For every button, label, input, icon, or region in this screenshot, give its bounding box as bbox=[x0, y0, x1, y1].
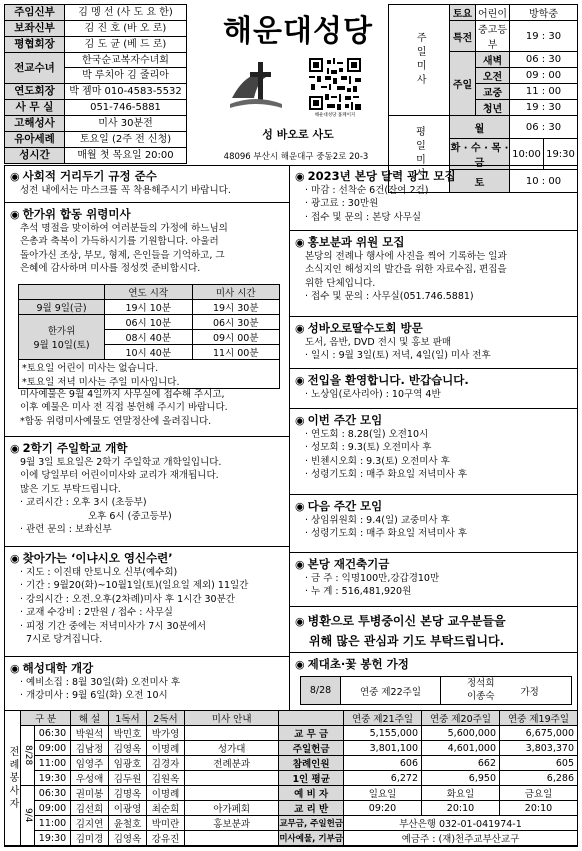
qr-caption: 해운대성당 홈페이지 bbox=[314, 113, 356, 118]
section-text: 오후 6시 (중고등부) bbox=[88, 510, 172, 522]
divider bbox=[289, 316, 578, 317]
section-text: · 연도회 : 8.28(일) 오전10시 bbox=[305, 429, 429, 440]
vol-cell: 임영주 bbox=[71, 756, 109, 771]
table-header bbox=[19, 285, 105, 300]
staff-label: 고해성사 bbox=[5, 116, 65, 132]
mass-time: 06 : 30 bbox=[510, 52, 578, 68]
notice-calendar-ad bbox=[295, 168, 456, 224]
section-text: · 기간 : 9월20(화)~10월1일(토)(일요일 제외) 11일간 bbox=[20, 580, 249, 592]
vol-cell: 김두원 bbox=[109, 771, 147, 786]
section-text: 9월 3일 토요일은 2학기 주일학교 개학일입니다. bbox=[20, 457, 222, 468]
section-text: 성전 내에서는 마스크를 꼭 착용해주시기 바랍니다. bbox=[20, 185, 231, 196]
mass-time: 09 : 00 bbox=[510, 68, 578, 84]
stat-label: 참례인원 bbox=[279, 756, 344, 771]
sunday-mass-label: 주일미사 bbox=[389, 5, 450, 116]
pre-day: 금요일 bbox=[500, 786, 578, 801]
notice-retreat bbox=[10, 550, 248, 647]
vol-cell: 권미봉 bbox=[71, 786, 109, 801]
table-header: 2독서 bbox=[147, 711, 185, 726]
notice-next-week bbox=[295, 498, 467, 541]
bullet-icon: ◉ bbox=[10, 442, 20, 455]
section-text: 소식지인 해성지의 발간을 위한 자료수집, 편집을 bbox=[305, 264, 507, 276]
vol-cell: 19:30 bbox=[35, 831, 71, 846]
stat-cell: 3,801,100 bbox=[344, 741, 422, 756]
section-title: 다음 주간 모임 bbox=[307, 499, 383, 513]
vol-cell: 최순희 bbox=[147, 801, 185, 816]
volunteer-side-label: 전례봉사자 bbox=[5, 711, 21, 846]
section-title: 위해 많은 관심과 기도 부탁드립니다. bbox=[309, 634, 505, 648]
schedule-date: 9월 9일(금) bbox=[19, 300, 105, 315]
schedule-cell: 10시 40분 bbox=[105, 345, 193, 360]
stat-cell: 606 bbox=[344, 756, 422, 771]
staff-label: 사 무 실 bbox=[5, 100, 65, 116]
schedule-note: *토요일 어린이 미사는 없습니다. bbox=[19, 360, 280, 375]
schedule-date-line: 9월 10일(토) bbox=[33, 340, 90, 351]
notice-prayer-request bbox=[295, 612, 506, 649]
section-text: 은혜에 감사하며 미사를 정성껏 준비합시다. bbox=[20, 263, 201, 275]
section-title: 홍보분과 위원 모집 bbox=[307, 235, 405, 249]
table-header: 연도 시작 bbox=[105, 285, 193, 300]
schedule-cell: 19시 10분 bbox=[105, 300, 193, 315]
section-title: 사회적 거리두기 규정 준수 bbox=[22, 169, 157, 183]
section-text: · 빈첸시오회 : 9.3(토) 오전미사 후 bbox=[305, 455, 450, 467]
section-title: 전입을 환영합니다. 반갑습니다. bbox=[307, 373, 469, 387]
schedule-date-line: 한가위 bbox=[47, 326, 76, 337]
vol-cell: 이명례 bbox=[147, 741, 185, 756]
stat-cell: 605 bbox=[500, 756, 578, 771]
table-header: 연중 제21주일 bbox=[344, 711, 422, 726]
volunteer-stats-table bbox=[4, 710, 578, 846]
notice-pauline-visit bbox=[295, 320, 491, 363]
schedule-cell: 06시 30분 bbox=[192, 315, 280, 330]
vol-cell: 임광호 bbox=[109, 756, 147, 771]
staff-table bbox=[4, 4, 187, 164]
vol-cell: 박민호 bbox=[109, 726, 147, 741]
church-logo-icon bbox=[228, 58, 284, 114]
bullet-icon: ◉ bbox=[10, 552, 20, 565]
section-text: · 피정 기간 중에는 저녁미사가 7시 30분에서 bbox=[20, 620, 207, 632]
mass-time: 10 : 00 bbox=[510, 170, 578, 193]
vol-cell bbox=[185, 831, 279, 846]
section-title: 병환으로 투병중이신 본당 교우분들을 bbox=[307, 614, 506, 628]
section-text: · 교재 수강비 : 2만원 / 접수 : 사무실 bbox=[20, 607, 173, 619]
weekday-mass-label: 평일미사 bbox=[389, 116, 450, 193]
vol-cell: 김명옥 bbox=[109, 786, 147, 801]
memorial-schedule-table bbox=[18, 284, 280, 389]
vol-cell: 이광영 bbox=[109, 801, 147, 816]
section-text: 돌아가신 조상, 부모, 형제, 은인들을 기억하고, 그 bbox=[20, 249, 225, 261]
mass-day: 토 bbox=[450, 170, 510, 193]
staff-value: 051-746-5881 bbox=[65, 100, 187, 116]
section-text: · 성령기도회 : 매주 화요일 저녁미사 후 bbox=[305, 469, 467, 481]
section-text: · 광고료 : 30만원 bbox=[305, 198, 379, 210]
flowers-date: 8/28 bbox=[301, 677, 341, 705]
staff-label: 평협회장 bbox=[5, 37, 65, 53]
flowers-family: 가정 bbox=[521, 677, 572, 705]
vol-cell: 홍보분과 bbox=[185, 816, 279, 831]
mass-day: 토요 bbox=[450, 5, 476, 21]
section-title: 성바오로딸수도회 방문 bbox=[307, 321, 423, 335]
notice-welcome bbox=[295, 372, 469, 401]
section-text: 미사예물은 9월 4일까지 사무실에 접수해 주시고, bbox=[20, 389, 225, 400]
stat-cell: 6,675,000 bbox=[500, 726, 578, 741]
table-header: 해 설 bbox=[71, 711, 109, 726]
notice-distancing bbox=[10, 168, 231, 197]
schedule-note: *토요일 저녁 미사는 주일 미사입니다. bbox=[19, 374, 280, 389]
pre-day: 일요일 bbox=[344, 786, 422, 801]
section-text: · 개강미사 : 9월 6일(화) 오전 10시 bbox=[20, 690, 168, 702]
table-header: 1독서 bbox=[109, 711, 147, 726]
vol-cell: 성가대 bbox=[185, 741, 279, 756]
staff-value: 박 루치아 김 줄리아 bbox=[82, 70, 169, 81]
bullet-icon: ◉ bbox=[295, 558, 305, 571]
section-text: · 상임위원회 : 9.4(일) 교중미사 후 bbox=[305, 515, 450, 526]
bank-account: 부산은행 032-01-041974-1 bbox=[344, 816, 578, 831]
column-divider bbox=[289, 165, 290, 710]
bullet-icon: ◉ bbox=[295, 236, 305, 249]
mass-day: 주일 bbox=[450, 52, 476, 116]
vol-cell: 박가영 bbox=[147, 726, 185, 741]
divider bbox=[4, 546, 289, 547]
section-text: · 강의시간 : 오전.오후(2차례)미사 후 1시간 30분간 bbox=[20, 593, 235, 605]
vol-cell: 윤철호 bbox=[109, 816, 147, 831]
notice-pr-recruit bbox=[295, 234, 507, 304]
divider bbox=[289, 408, 578, 409]
section-title: 2023년 본당 달력 광고 모집 bbox=[307, 169, 456, 183]
mass-time: 19:30 bbox=[544, 139, 578, 170]
vol-cell: 김영옥 bbox=[109, 741, 147, 756]
bullet-icon: ◉ bbox=[10, 208, 20, 221]
table-header: 미사 시간 bbox=[192, 285, 280, 300]
bullet-icon: ◉ bbox=[10, 662, 20, 675]
notice-rebuild-fund bbox=[295, 556, 439, 599]
stat-cell: 5,600,000 bbox=[422, 726, 500, 741]
vol-cell: 김원옥 bbox=[147, 771, 185, 786]
schedule-cell: 19시 30분 bbox=[192, 300, 280, 315]
altar-flowers-table bbox=[300, 676, 572, 705]
bullet-icon: ◉ bbox=[10, 170, 20, 183]
stat-label: 1인 평균 bbox=[279, 771, 344, 786]
bank-label: 교무금, 주일헌금 bbox=[279, 816, 344, 831]
stat-cell: 6,950 bbox=[422, 771, 500, 786]
mass-name: 어린이 bbox=[476, 5, 510, 21]
pre-time: 09:20 bbox=[344, 801, 422, 816]
section-title: 2학기 주일학교 개학 bbox=[22, 441, 128, 455]
mass-day: 특전 bbox=[450, 21, 476, 52]
section-text: · 금 주 : 익명100만,강갑경10만 bbox=[305, 573, 440, 584]
divider bbox=[289, 230, 578, 231]
mass-day: 화 · 수 · 목 · 금 bbox=[450, 139, 510, 170]
staff-value: 김 도 균 (베 드 로) bbox=[65, 37, 187, 53]
staff-label: 보좌신부 bbox=[5, 21, 65, 37]
vol-cell: 김남정 bbox=[71, 741, 109, 756]
flowers-name: 정석희 bbox=[466, 678, 495, 690]
vol-cell: 박미란 bbox=[147, 816, 185, 831]
notice-altar-flowers bbox=[295, 656, 409, 672]
bullet-icon: ◉ bbox=[295, 322, 305, 335]
stat-label: 주일헌금 bbox=[279, 741, 344, 756]
flowers-mass: 연중 제22주일 bbox=[341, 677, 441, 705]
vol-cell: 06:30 bbox=[35, 786, 71, 801]
bullet-icon: ◉ bbox=[295, 658, 305, 671]
vol-cell: 아가페회 bbox=[185, 801, 279, 816]
notice-college bbox=[10, 660, 180, 703]
staff-value: 한국순교복자수녀회 bbox=[65, 53, 186, 68]
bank-holder: 예금주 : (재)천주교부산교구 bbox=[344, 831, 578, 846]
mass-name: 중고등부 bbox=[476, 21, 510, 52]
pre-time: 20:10 bbox=[422, 801, 500, 816]
stat-cell: 3,803,370 bbox=[500, 741, 578, 756]
staff-label: 성시간 bbox=[5, 148, 65, 164]
section-text: · 지도 : 이진태 안토니오 신부(예수회) bbox=[20, 567, 178, 578]
staff-value: 미사 30분전 bbox=[65, 116, 187, 132]
pre-label: 교 리 반 bbox=[279, 801, 344, 816]
section-title: 해성대학 개강 bbox=[22, 661, 94, 675]
divider bbox=[289, 552, 578, 553]
section-text: 많은 기도 부탁드립니다. bbox=[20, 483, 121, 495]
staff-value: 김 멩 선 (사 도 요 한) bbox=[65, 5, 187, 21]
pre-label: 예 비 자 bbox=[279, 786, 344, 801]
bullet-icon: ◉ bbox=[295, 374, 305, 387]
mass-time: 방학중 bbox=[510, 5, 578, 21]
vol-cell: 박원석 bbox=[71, 726, 109, 741]
section-text: · 성령기도회 : 매주 화요일 저녁미사 후 bbox=[305, 528, 467, 540]
vol-cell: 강유진 bbox=[147, 831, 185, 846]
section-text: 7시로 당겨집니다. bbox=[26, 634, 103, 646]
stat-cell: 6,272 bbox=[344, 771, 422, 786]
vol-cell: 김경자 bbox=[147, 756, 185, 771]
vol-cell: 11:00 bbox=[35, 816, 71, 831]
flowers-name: 이종숙 bbox=[466, 690, 495, 702]
section-title: 본당 재건축기금 bbox=[307, 557, 390, 571]
divider bbox=[289, 368, 578, 369]
section-text: · 접수 및 문의 : 본당 사무실 bbox=[305, 211, 422, 223]
staff-sister-cell bbox=[65, 53, 187, 84]
section-text: *합동 위령미사예물도 연말정산에 올려집니다. bbox=[20, 415, 212, 427]
vol-cell: 김지연 bbox=[71, 816, 109, 831]
schedule-cell: 09시 00분 bbox=[192, 330, 280, 345]
vol-cell: 김영옥 bbox=[109, 831, 147, 846]
stat-label: 교 무 금 bbox=[279, 726, 344, 741]
mass-name: 교중 bbox=[476, 84, 510, 100]
section-text: 추석 명절을 맞이하여 여러분들의 가정에 하느님의 bbox=[20, 223, 228, 234]
vol-cell: 전례분과 bbox=[185, 756, 279, 771]
vol-cell: 09:00 bbox=[35, 801, 71, 816]
staff-label: 전교수녀 bbox=[5, 53, 65, 84]
mass-name: 청년 bbox=[476, 100, 510, 116]
table-header bbox=[279, 711, 344, 726]
offering-notes bbox=[10, 388, 228, 428]
vol-cell: 이명례 bbox=[147, 786, 185, 801]
section-text: · 마감 : 선착순 6건(잔여 2건) bbox=[305, 185, 429, 196]
mass-name: 오전 bbox=[476, 68, 510, 84]
section-text: · 접수 및 문의 : 사무실(051.746.5881) bbox=[305, 291, 474, 303]
week-label: 8/28 bbox=[21, 726, 35, 786]
pre-time: 20:10 bbox=[500, 801, 578, 816]
section-text: 은총과 축복이 가득하시기를 기원합니다. 아울러 bbox=[20, 236, 219, 248]
bank-label: 미사예물, 기부금 bbox=[279, 831, 344, 846]
stat-cell: 5,155,000 bbox=[344, 726, 422, 741]
section-text: · 누 계 : 516,481,920원 bbox=[305, 586, 412, 598]
vol-cell bbox=[185, 786, 279, 801]
vol-cell: 09:00 bbox=[35, 741, 71, 756]
vol-cell: 06:30 bbox=[35, 726, 71, 741]
section-text: · 일시 : 9월 3일(토) 저녁, 4일(일) 미사 전후 bbox=[305, 350, 491, 362]
section-title: 제대초·꽃 봉헌 가정 bbox=[307, 657, 409, 671]
page-title: 해운대성당 bbox=[223, 14, 373, 49]
section-title: 찾아가는 ‘이냐시오 영신수련’ bbox=[22, 551, 173, 565]
table-header: 연중 제20주일 bbox=[422, 711, 500, 726]
mass-time: 10:00 bbox=[510, 139, 544, 170]
divider bbox=[4, 436, 289, 437]
notice-sunday-school bbox=[10, 440, 221, 537]
vol-cell bbox=[185, 771, 279, 786]
bullet-icon: ◉ bbox=[295, 414, 305, 427]
section-text: · 노상임(로사리아) : 10구역 4반 bbox=[305, 389, 441, 400]
section-title: 한가위 합동 위령미사 bbox=[22, 207, 131, 221]
schedule-cell: 08시 40분 bbox=[105, 330, 193, 345]
divider bbox=[289, 652, 578, 653]
stat-cell: 662 bbox=[422, 756, 500, 771]
qr-code-icon[interactable] bbox=[309, 58, 361, 110]
section-text: · 성모회 : 9.3(토) 오전미사 후 bbox=[305, 442, 432, 454]
mass-time: 19 : 30 bbox=[510, 100, 578, 116]
schedule-cell: 11시 00분 bbox=[192, 345, 280, 360]
patron-saint: 성 바오로 사도 bbox=[262, 128, 334, 141]
bullet-icon: ◉ bbox=[295, 500, 305, 513]
stat-cell: 4,601,000 bbox=[422, 741, 500, 756]
pre-day: 화요일 bbox=[422, 786, 500, 801]
section-text: 위한 단체입니다. bbox=[305, 277, 376, 289]
mass-name: 새벽 bbox=[476, 52, 510, 68]
vol-cell: 김선희 bbox=[71, 801, 109, 816]
table-header: 구 분 bbox=[21, 711, 71, 726]
schedule-date bbox=[19, 315, 105, 360]
vol-cell: 19:30 bbox=[35, 771, 71, 786]
notice-memorial-mass bbox=[10, 206, 228, 276]
mass-time: 19 : 30 bbox=[510, 21, 578, 52]
section-text: · 관련 문의 : 보좌신부 bbox=[20, 524, 112, 536]
table-header: 미사 안내 bbox=[185, 711, 279, 726]
staff-value: 매월 첫 목요일 20:00 bbox=[65, 148, 187, 164]
vol-cell: 11:00 bbox=[35, 756, 71, 771]
vol-cell: 우성애 bbox=[71, 771, 109, 786]
mass-time: 11 : 00 bbox=[510, 84, 578, 100]
section-title: 이번 주간 모임 bbox=[307, 413, 383, 427]
section-text: 이후 예물은 미사 전 직접 봉헌해 주시기 바랍니다. bbox=[20, 402, 228, 414]
staff-label: 연도회장 bbox=[5, 84, 65, 100]
church-address: 48096 부산시 해운대구 중동2로 20-3 bbox=[223, 152, 369, 162]
divider bbox=[4, 202, 289, 203]
staff-value: 김 진 호 (바 오 로) bbox=[65, 21, 187, 37]
divider bbox=[289, 494, 578, 495]
vol-cell bbox=[185, 726, 279, 741]
section-text: · 교리시간 : 오후 3시 (초등부) bbox=[20, 497, 147, 509]
stat-cell: 6,286 bbox=[500, 771, 578, 786]
staff-label: 유아세례 bbox=[5, 132, 65, 148]
divider bbox=[289, 606, 578, 607]
divider bbox=[4, 656, 289, 657]
flowers-names bbox=[441, 677, 521, 705]
section-text: · 예비소집 : 8월 30일(화) 오전미사 후 bbox=[20, 677, 181, 688]
section-text: 본당의 전례나 행사에 사진을 찍어 기록하는 일과 bbox=[305, 251, 507, 262]
notice-this-week bbox=[295, 412, 467, 482]
schedule-cell: 06시 10분 bbox=[105, 315, 193, 330]
bullet-icon: ◉ bbox=[295, 615, 305, 628]
table-header: 연중 제19주일 bbox=[500, 711, 578, 726]
vol-cell: 김미경 bbox=[71, 831, 109, 846]
bullet-icon: ◉ bbox=[295, 170, 305, 183]
staff-value: 토요일 (2주 전 신청) bbox=[65, 132, 187, 148]
mass-time: 06 : 30 bbox=[510, 116, 578, 139]
mass-day: 월 bbox=[450, 116, 510, 139]
staff-label: 주임신부 bbox=[5, 5, 65, 21]
section-text: 도서, 음반, DVD 전시 및 홍보 판매 bbox=[305, 337, 452, 348]
section-text: 이에 당일부터 어린이미사와 교리가 재개됩니다. bbox=[20, 470, 219, 482]
week-label: 9/4 bbox=[21, 786, 35, 846]
staff-value: 박 젬마 010-4583-5532 bbox=[65, 84, 187, 100]
